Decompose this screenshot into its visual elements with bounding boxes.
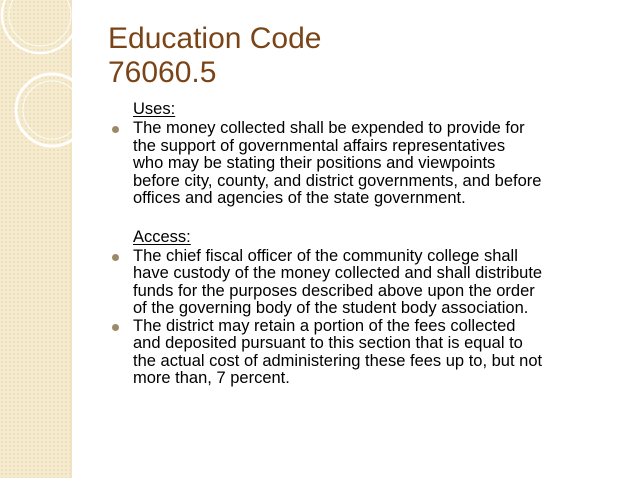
section-spacer [108, 208, 618, 226]
slide-title-line-1: Education Code [108, 22, 322, 55]
slide-title-line-2: 76060.5 [108, 56, 217, 89]
bullet-dot-icon [108, 120, 133, 138]
access-heading: Access: [133, 227, 191, 246]
bullet-dot-icon [108, 318, 133, 336]
access-bullet-item [108, 248, 618, 318]
slide-title [108, 22, 608, 90]
access-bullet-text: The district may retain a portion of the fees collected and deposited pursuant to this section that is equal to the actual cost of administering these fees up to, but not more than, 7 percent. [133, 316, 543, 387]
bullet-dot-icon [108, 248, 133, 266]
uses-heading: Uses: [133, 100, 176, 118]
uses-bullet-item [108, 120, 618, 208]
uses-bullet-text: The money collected shall be expended to provide for the support of governmental affairs representatives who may be stating their positions and viewpoints before city, county, and district governments, and before offices and agencies of the state government. [133, 119, 542, 207]
slide-body [108, 98, 618, 388]
side-band-edge [70, 0, 72, 478]
access-bullet-item [108, 318, 618, 388]
access-bullet-text: The chief fiscal officer of the community college shall have custody of the money collected and shall distribute funds for the purposes described above upon the order of the governing body of the student body association. [133, 246, 543, 317]
decorative-side-band [0, 0, 71, 478]
